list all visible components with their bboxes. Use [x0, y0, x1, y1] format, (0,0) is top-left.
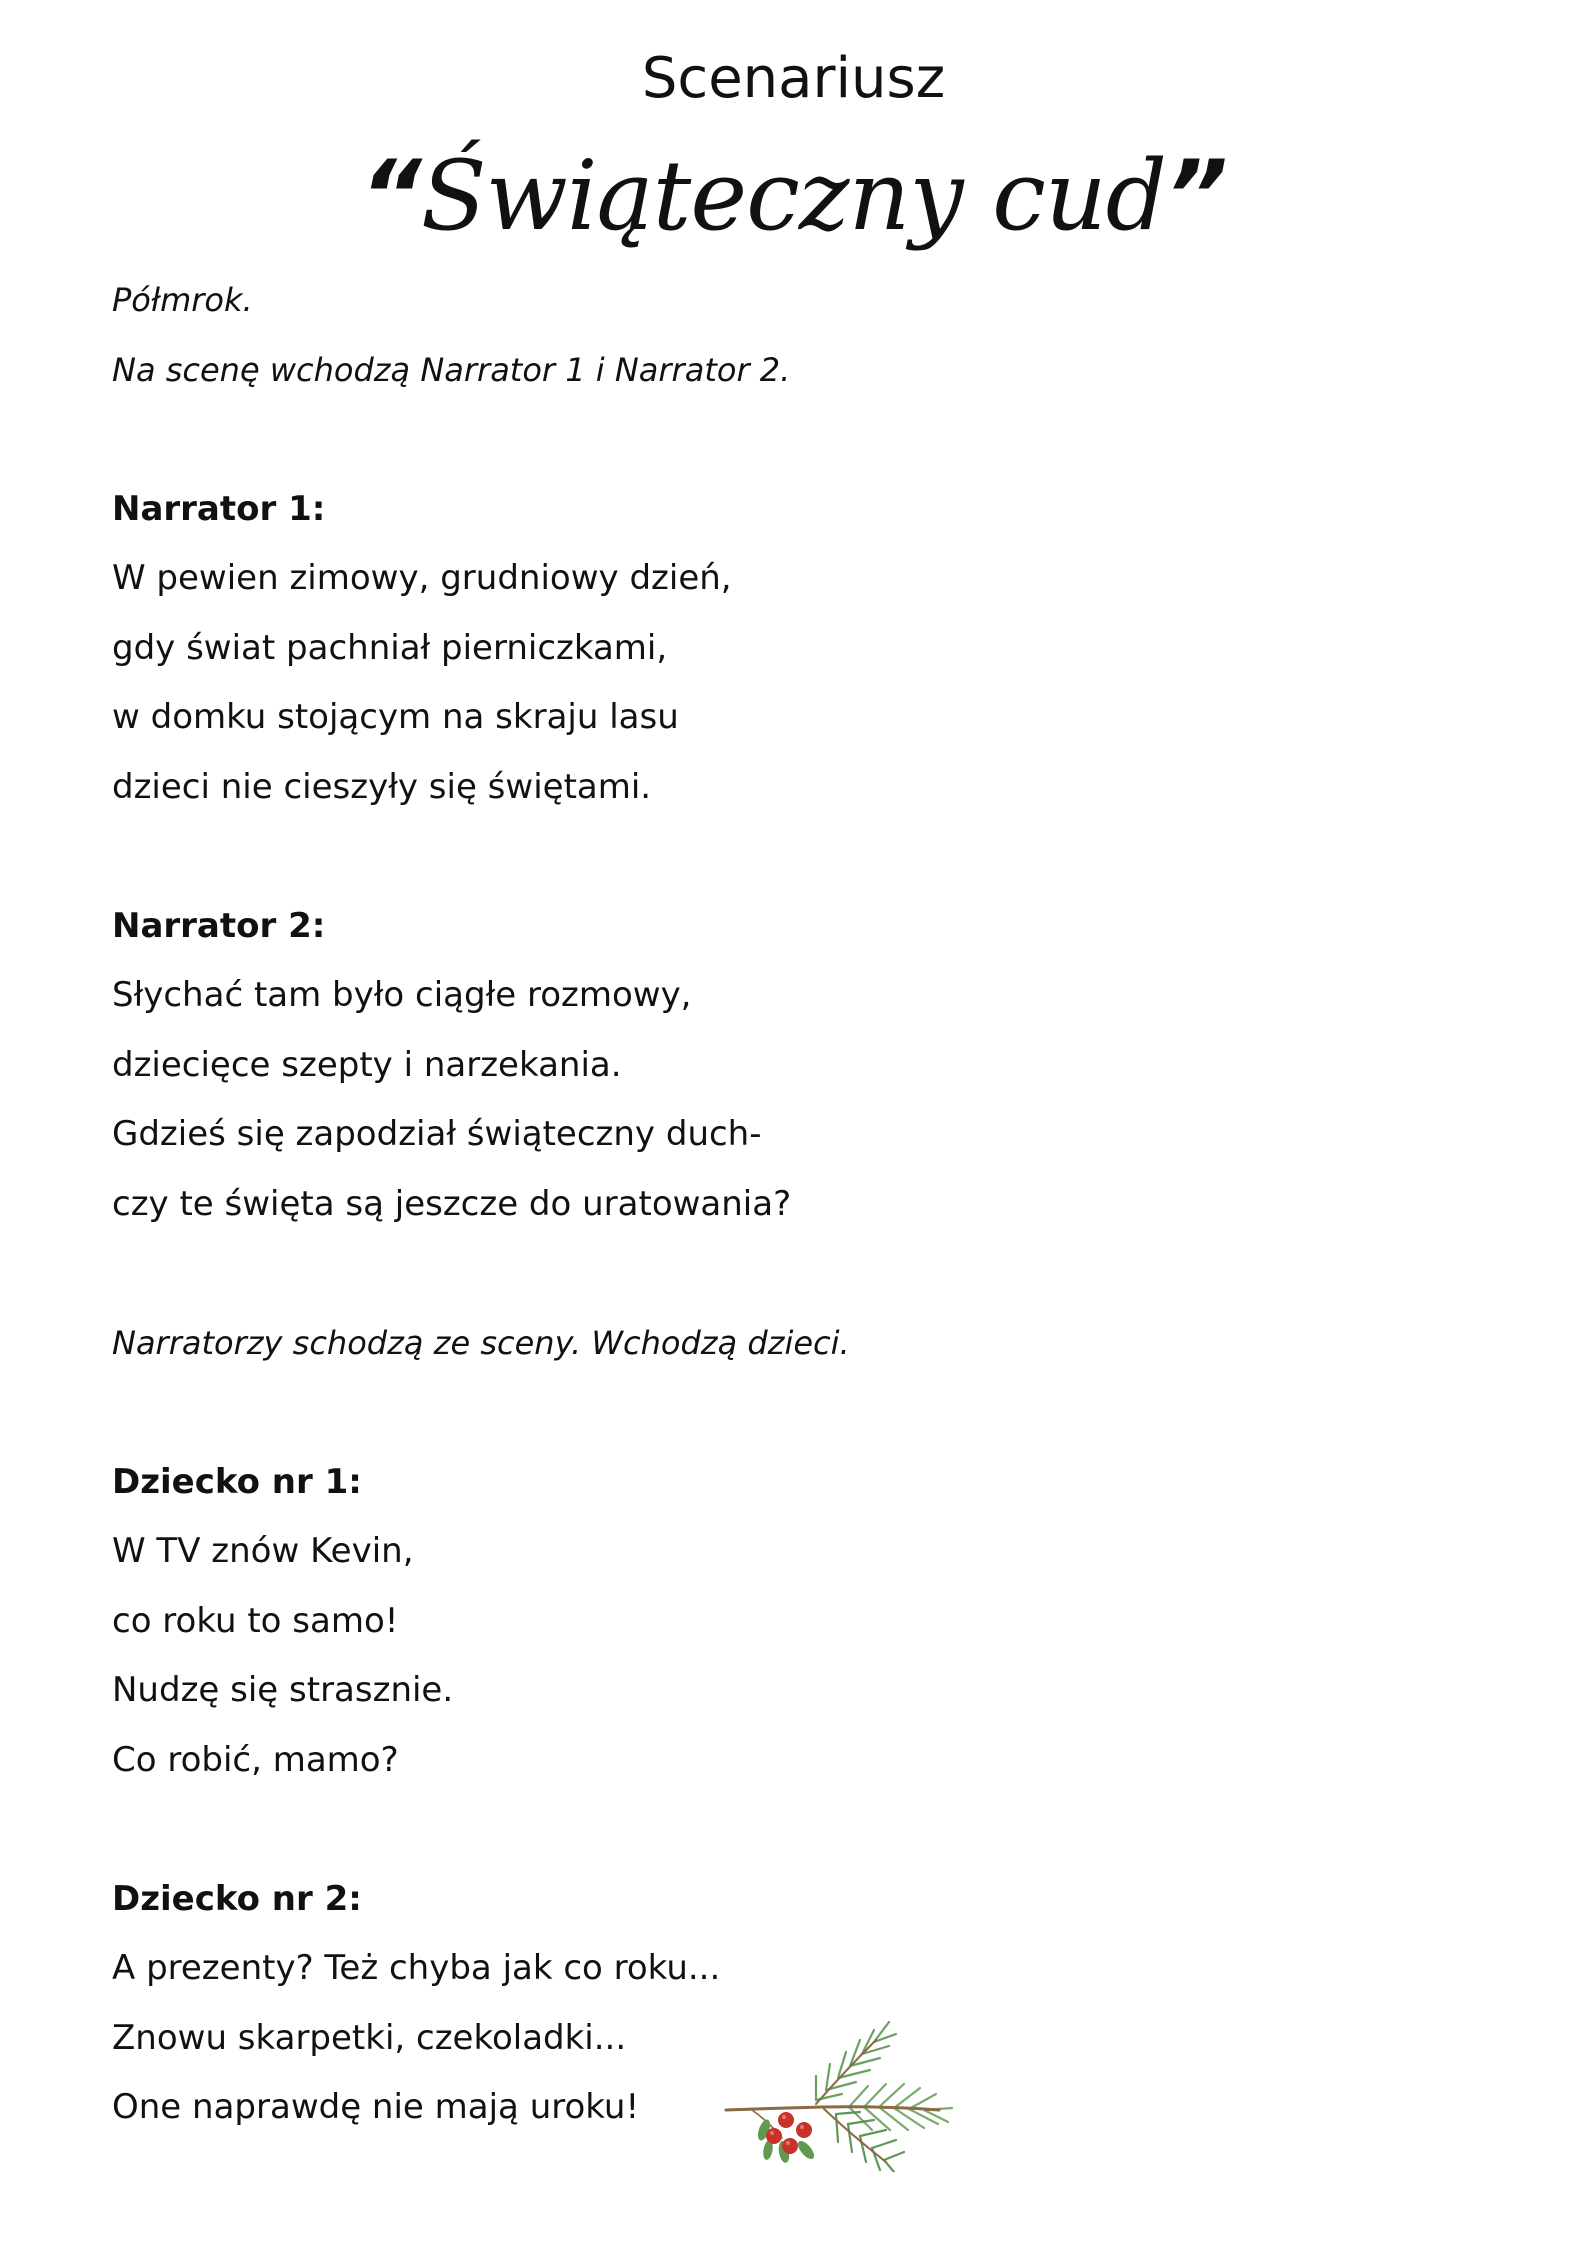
stage-direction-line: Na scenę wchodzą Narrator 1 i Narrator 2.: [112, 350, 791, 389]
verse-line: W pewien zimowy, grudniowy dzień,: [112, 558, 732, 598]
speaker-name: Dziecko nr 1:: [112, 1461, 362, 1502]
verse-line: gdy świat pachniał pierniczkami,: [112, 627, 668, 668]
spacer: [112, 1239, 1472, 1309]
spacer: [112, 1378, 1472, 1448]
document-heading: Scenariusz: [641, 46, 946, 111]
title-open-quote: “: [360, 140, 421, 252]
verse-line: czy te święta są jeszcze do uratowania?: [112, 1183, 792, 1224]
verse-line: One naprawdę nie mają uroku!: [112, 2087, 640, 2127]
stage-direction-opening: [112, 266, 1472, 405]
verse-line: A prezenty? Też chyba jak co roku...: [112, 1948, 721, 1988]
pine-branch-with-berries-icon: [724, 2012, 954, 2172]
verse-line: co roku to samo!: [112, 1600, 399, 1641]
verse-line: Co robić, mamo?: [112, 1739, 399, 1780]
verse-line: W TV znów Kevin,: [112, 1531, 414, 1571]
title-text: Świąteczny cud: [420, 140, 1167, 252]
speaker-name: Dziecko nr 2:: [112, 1878, 362, 1919]
verse-line: dzieci nie cieszyły się świętami.: [112, 766, 652, 807]
verse-line: Gdzieś się zapodział świąteczny duch-: [112, 1114, 762, 1154]
stage-direction-children-enter: [112, 1309, 1472, 1379]
verse-line: Nudzę się strasznie.: [112, 1670, 454, 1710]
script-content: [112, 266, 1472, 2143]
verse-line: Słychać tam było ciągłe rozmowy,: [112, 975, 692, 1015]
pine-needles: [816, 2022, 952, 2172]
speech-narrator-2: [112, 892, 1472, 1240]
spacer: [112, 405, 1472, 475]
verse-line: dziecięce szepty i narzekania.: [112, 1044, 622, 1085]
spacer: [112, 1795, 1472, 1865]
spacer: [112, 822, 1472, 892]
title-close-quote: ”: [1166, 140, 1227, 252]
speech-narrator-1: [112, 475, 1472, 823]
verse-line: Znowu skarpetki, czekoladki...: [112, 2017, 627, 2058]
branch-stem: [726, 2040, 939, 2162]
stage-direction-line: Półmrok.: [112, 281, 253, 319]
verse-line: w domku stojącym na skraju lasu: [112, 697, 679, 737]
stage-direction-line: Narratorzy schodzą ze sceny. Wchodzą dzieci.: [112, 1323, 850, 1362]
speech-child-1: [112, 1448, 1472, 1796]
speaker-name: Narrator 2:: [112, 905, 326, 946]
play-title: [0, 140, 1587, 252]
speaker-name: Narrator 1:: [112, 488, 326, 529]
